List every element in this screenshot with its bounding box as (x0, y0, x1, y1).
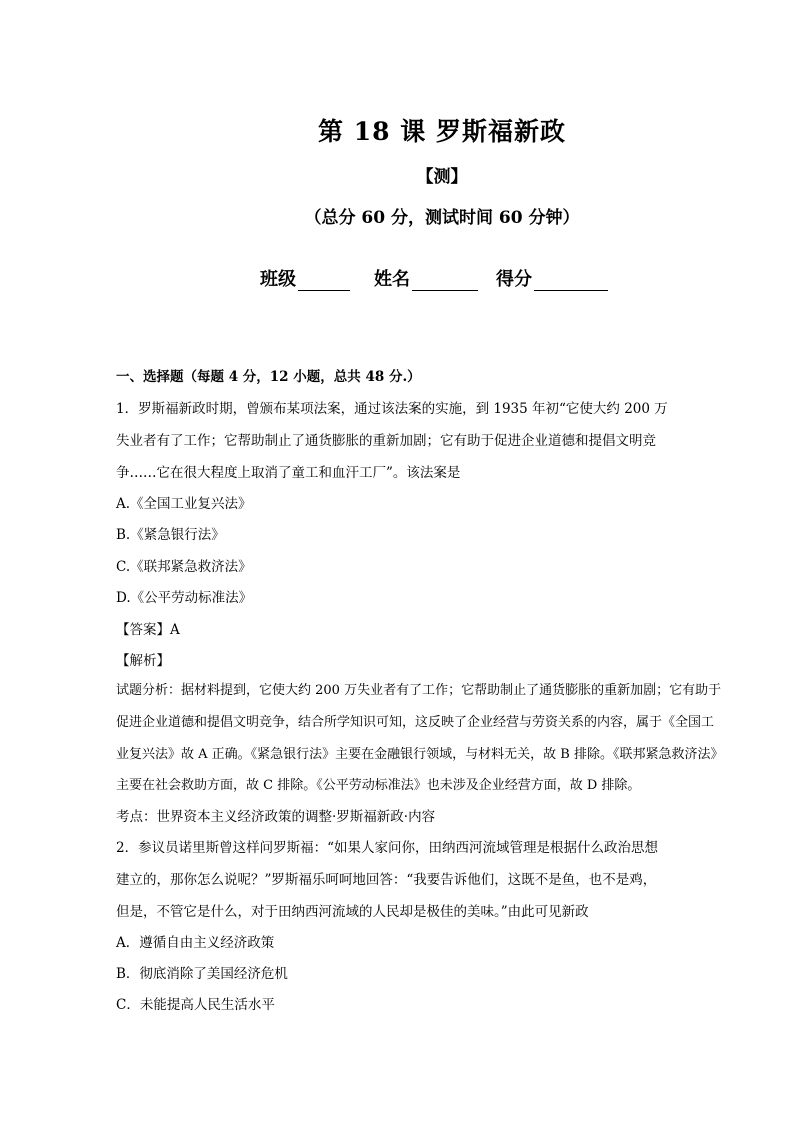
q1-answer: 【答案】A (116, 622, 180, 638)
q2-stem-line-2: 建立的，那你怎么说呢？”罗斯福乐呵呵地回答：“我要告诉他们，这既不是鱼，也不是鸡， (116, 872, 657, 888)
score-field (496, 265, 608, 291)
q1-stem-line-3: 争……它在很大程度上取消了童工和血汗工厂”。该法案是 (116, 465, 461, 481)
q1-analysis-line-3: 业复兴法》故 A 正确。《紧急银行法》主要在金融银行领域，与材料无关，故 B 排除。《联邦紧急救济法》 (116, 747, 724, 762)
name-label: 姓名 (374, 269, 410, 290)
score-time-info: （总分 60 分，测试时间 60 分钟） (304, 208, 580, 228)
class-label: 班级 (260, 269, 296, 290)
page-subtitle: 【测】 (416, 167, 468, 187)
q2-option-c: C．未能提高人民生活水平 (116, 997, 275, 1013)
q1-option-b: B.《紧急银行法》 (116, 527, 225, 543)
q1-analysis-line-4: 主要在社会救助方面，故 C 排除。《公平劳动标准法》也未涉及企业经营方面，故 D 排除。 (116, 778, 641, 793)
score-blank[interactable] (534, 272, 608, 291)
name-blank[interactable] (412, 272, 478, 291)
class-blank[interactable] (298, 272, 350, 291)
q1-option-a: A.《全国工业复兴法》 (116, 496, 252, 512)
q1-analysis-label: 【解析】 (116, 653, 170, 669)
q1-stem-line-1: 1．罗斯福新政时期，曾颁布某项法案，通过该法案的实施，到 1935 年初“它使大约 200 万 (116, 401, 668, 417)
class-field (260, 265, 350, 291)
q1-option-c: C.《联邦紧急救济法》 (116, 559, 252, 575)
student-info-line (260, 265, 608, 291)
q2-stem-line-3: 但是，不管它是什么，对于田纳西河流域的人民却是极佳的美味。”由此可见新政 (116, 904, 589, 920)
section-heading: 一、选择题（每题 4 分，12 小题，总共 48 分.） (116, 369, 421, 385)
q2-option-b: B．彻底消除了美国经济危机 (116, 966, 288, 982)
q1-analysis-line-1: 试题分析：据材料提到，它使大约 200 万失业者有了工作；它帮助制止了通货膨胀的重新加剧；它有助于 (116, 683, 722, 698)
page-title: 第 18 课 罗斯福新政 (318, 117, 566, 146)
q1-analysis-line-2: 促进企业道德和提倡文明竞争，结合所学知识可知，这反映了企业经营与劳资关系的内容，属于《全国工 (116, 715, 715, 730)
q1-stem-line-2: 失业者有了工作；它帮助制止了通货膨胀的重新加剧；它有助于促进企业道德和提倡文明竞 (116, 433, 656, 449)
q2-option-a: A．遵循自由主义经济政策 (116, 935, 275, 951)
score-label: 得分 (496, 269, 532, 290)
q2-stem-line-1: 2．参议员诺里斯曾这样问罗斯福：“如果人家问你，田纳西河流域管理是根据什么政治思想 (116, 840, 658, 856)
q1-kaodian: 考点：世界资本主义经济政策的调整·罗斯福新政·内容 (116, 809, 436, 825)
name-field (374, 265, 478, 291)
q1-option-d: D.《公平劳动标准法》 (116, 590, 253, 606)
